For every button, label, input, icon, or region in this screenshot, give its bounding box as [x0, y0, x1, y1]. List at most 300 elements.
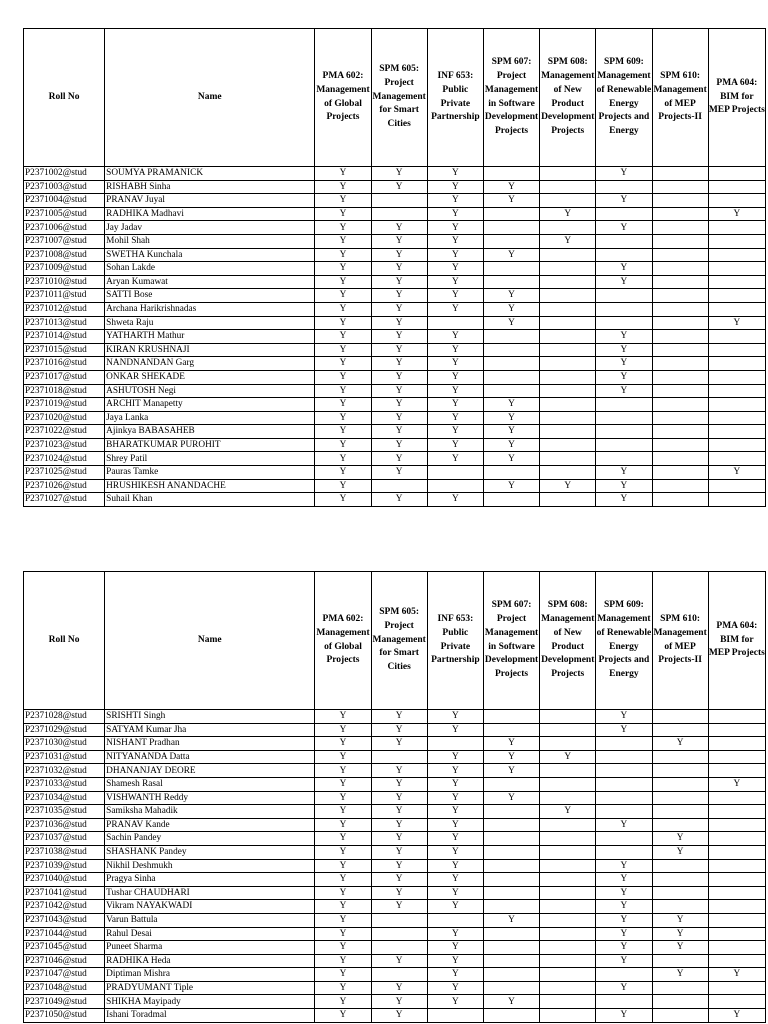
enrollment-cell-inf-653: Y — [427, 411, 483, 425]
enrollment-cell-spm-607 — [483, 941, 539, 955]
roll-no-cell: P2371018@stud — [24, 384, 105, 398]
name-cell: Shamesh Rasal — [105, 777, 315, 791]
enrollment-cell-spm-605 — [371, 927, 427, 941]
enrollment-cell-spm-605: Y — [371, 873, 427, 887]
enrollment-cell-spm-610 — [652, 900, 708, 914]
enrollment-cell-spm-605: Y — [371, 859, 427, 873]
enrollment-cell-spm-609: Y — [596, 466, 652, 480]
table-header — [24, 29, 766, 167]
enrollment-cell-spm-607 — [483, 927, 539, 941]
roll-no-cell: P2371017@stud — [24, 370, 105, 384]
enrollment-cell-spm-605: Y — [371, 981, 427, 995]
enrollment-cell-spm-610 — [652, 859, 708, 873]
table-row — [24, 167, 766, 181]
enrollment-cell-spm-609: Y — [596, 710, 652, 724]
enrollment-cell-pma-604 — [708, 234, 765, 248]
enrollment-cell-spm-605: Y — [371, 262, 427, 276]
enrollment-cell-pma-602: Y — [315, 180, 371, 194]
enrollment-cell-spm-605: Y — [371, 791, 427, 805]
table-row — [24, 845, 766, 859]
enrollment-cell-pma-602: Y — [315, 968, 371, 982]
enrollment-cell-spm-607: Y — [483, 289, 539, 303]
name-cell: Jaya Lanka — [105, 411, 315, 425]
roll-no-cell: P2371050@stud — [24, 1009, 105, 1023]
table-row — [24, 384, 766, 398]
enrollment-cell-spm-610 — [652, 384, 708, 398]
enrollment-cell-spm-607 — [483, 466, 539, 480]
enrollment-cell-inf-653: Y — [427, 384, 483, 398]
enrollment-cell-pma-602: Y — [315, 859, 371, 873]
enrollment-cell-pma-604 — [708, 845, 765, 859]
enrollment-cell-spm-607: Y — [483, 248, 539, 262]
enrollment-cell-inf-653: Y — [427, 493, 483, 507]
enrollment-cell-spm-609 — [596, 832, 652, 846]
roll-no-cell: P2371040@stud — [24, 873, 105, 887]
enrollment-cell-pma-602: Y — [315, 845, 371, 859]
enrollment-cell-spm-609: Y — [596, 818, 652, 832]
table-row — [24, 723, 766, 737]
enrollment-cell-spm-610 — [652, 466, 708, 480]
table-row — [24, 357, 766, 371]
enrollment-cell-spm-607 — [483, 262, 539, 276]
name-cell: SRISHTI Singh — [105, 710, 315, 724]
enrollment-cell-spm-607 — [483, 330, 539, 344]
enrollment-cell-spm-605: Y — [371, 723, 427, 737]
enrollment-cell-spm-610 — [652, 954, 708, 968]
enrollment-cell-inf-653: Y — [427, 370, 483, 384]
enrollment-cell-spm-607 — [483, 384, 539, 398]
name-cell: Varun Battula — [105, 913, 315, 927]
enrollment-cell-pma-602: Y — [315, 357, 371, 371]
name-cell: Diptiman Mishra — [105, 968, 315, 982]
enrollment-cell-spm-610 — [652, 438, 708, 452]
enrollment-cell-inf-653: Y — [427, 452, 483, 466]
enrollment-cell-pma-604 — [708, 248, 765, 262]
enrollment-cell-spm-608: Y — [540, 234, 596, 248]
enrollment-cell-pma-604 — [708, 384, 765, 398]
enrollment-cell-spm-610 — [652, 750, 708, 764]
table-row — [24, 438, 766, 452]
enrollment-cell-spm-605: Y — [371, 493, 427, 507]
enrollment-cell-spm-610 — [652, 207, 708, 221]
enrollment-cell-spm-610 — [652, 411, 708, 425]
enrollment-cell-pma-604: Y — [708, 207, 765, 221]
enrollment-cell-inf-653: Y — [427, 832, 483, 846]
table-row — [24, 941, 766, 955]
enrollment-cell-spm-607 — [483, 207, 539, 221]
enrollment-cell-spm-607: Y — [483, 737, 539, 751]
enrollment-cell-pma-604 — [708, 398, 765, 412]
table-row — [24, 710, 766, 724]
roll-no-cell: P2371031@stud — [24, 750, 105, 764]
enrollment-cell-spm-608 — [540, 981, 596, 995]
enrollment-cell-spm-609 — [596, 207, 652, 221]
enrollment-cell-spm-609: Y — [596, 859, 652, 873]
enrollment-cell-spm-607 — [483, 886, 539, 900]
name-cell: Ishani Toradmal — [105, 1009, 315, 1023]
roll-no-cell: P2371033@stud — [24, 777, 105, 791]
enrollment-cell-pma-602: Y — [315, 207, 371, 221]
table-row — [24, 995, 766, 1009]
roll-no-cell: P2371039@stud — [24, 859, 105, 873]
roll-no-cell: P2371049@stud — [24, 995, 105, 1009]
enrollment-cell-spm-608 — [540, 873, 596, 887]
roll-no-cell: P2371012@stud — [24, 302, 105, 316]
roll-no-cell: P2371007@stud — [24, 234, 105, 248]
enrollment-cell-spm-605: Y — [371, 275, 427, 289]
enrollment-cell-inf-653: Y — [427, 302, 483, 316]
name-cell: Pragya Sinha — [105, 873, 315, 887]
name-cell: Tushar CHAUDHARI — [105, 886, 315, 900]
enrollment-cell-spm-608 — [540, 764, 596, 778]
roll-no-cell: P2371022@stud — [24, 425, 105, 439]
enrollment-cell-spm-605: Y — [371, 167, 427, 181]
enrollment-cell-pma-604 — [708, 452, 765, 466]
enrollment-cell-inf-653: Y — [427, 248, 483, 262]
enrollment-cell-spm-607: Y — [483, 479, 539, 493]
enrollment-cell-pma-602: Y — [315, 927, 371, 941]
table-row — [24, 493, 766, 507]
roll-no-cell: P2371044@stud — [24, 927, 105, 941]
roll-no-cell: P2371028@stud — [24, 710, 105, 724]
name-cell: Shrey Patil — [105, 452, 315, 466]
column-header-spm-610: SPM 610: Management of MEP Projects-II — [652, 29, 708, 167]
enrollment-cell-spm-610: Y — [652, 737, 708, 751]
enrollment-cell-pma-602: Y — [315, 764, 371, 778]
enrollment-table-2 — [23, 571, 766, 1023]
enrollment-cell-spm-610 — [652, 275, 708, 289]
enrollment-cell-spm-605 — [371, 194, 427, 208]
enrollment-cell-pma-602: Y — [315, 737, 371, 751]
enrollment-cell-spm-605: Y — [371, 316, 427, 330]
name-cell: SHASHANK Pandey — [105, 845, 315, 859]
enrollment-cell-spm-608 — [540, 710, 596, 724]
enrollment-cell-pma-602: Y — [315, 954, 371, 968]
name-cell: NITYANANDA Datta — [105, 750, 315, 764]
enrollment-cell-inf-653: Y — [427, 845, 483, 859]
enrollment-cell-spm-605: Y — [371, 1009, 427, 1023]
enrollment-cell-spm-609: Y — [596, 900, 652, 914]
enrollment-cell-spm-610 — [652, 180, 708, 194]
enrollment-cell-inf-653: Y — [427, 234, 483, 248]
enrollment-cell-spm-607 — [483, 954, 539, 968]
enrollment-cell-spm-609: Y — [596, 1009, 652, 1023]
table-row — [24, 398, 766, 412]
enrollment-cell-spm-608 — [540, 859, 596, 873]
name-cell: SOUMYA PRAMANICK — [105, 167, 315, 181]
enrollment-cell-spm-608 — [540, 466, 596, 480]
enrollment-cell-spm-609 — [596, 398, 652, 412]
roll-no-cell: P2371029@stud — [24, 723, 105, 737]
enrollment-cell-spm-608: Y — [540, 750, 596, 764]
column-header-spm-605: SPM 605: Project Management for Smart Cities — [371, 29, 427, 167]
enrollment-cell-spm-610 — [652, 343, 708, 357]
enrollment-cell-spm-607 — [483, 234, 539, 248]
enrollment-cell-pma-602: Y — [315, 710, 371, 724]
table-row — [24, 302, 766, 316]
name-cell: Archana Harikrishnadas — [105, 302, 315, 316]
column-header-spm-609: SPM 609: Management of Renewable Energy Projects and Energy — [596, 29, 652, 167]
enrollment-cell-inf-653: Y — [427, 777, 483, 791]
enrollment-cell-pma-604 — [708, 411, 765, 425]
enrollment-cell-inf-653: Y — [427, 791, 483, 805]
enrollment-cell-pma-604 — [708, 438, 765, 452]
enrollment-table-1 — [23, 28, 766, 507]
enrollment-cell-spm-607: Y — [483, 750, 539, 764]
enrollment-cell-inf-653: Y — [427, 859, 483, 873]
roll-no-cell: P2371010@stud — [24, 275, 105, 289]
enrollment-cell-spm-610: Y — [652, 913, 708, 927]
name-cell: RISHABH Sinha — [105, 180, 315, 194]
enrollment-cell-pma-604 — [708, 791, 765, 805]
enrollment-cell-pma-602: Y — [315, 316, 371, 330]
enrollment-cell-inf-653: Y — [427, 805, 483, 819]
roll-no-cell: P2371026@stud — [24, 479, 105, 493]
enrollment-cell-spm-605: Y — [371, 330, 427, 344]
enrollment-cell-inf-653: Y — [427, 343, 483, 357]
enrollment-cell-spm-610: Y — [652, 941, 708, 955]
enrollment-cell-spm-607: Y — [483, 791, 539, 805]
enrollment-cell-spm-610 — [652, 248, 708, 262]
enrollment-cell-spm-607 — [483, 968, 539, 982]
enrollment-cell-spm-605: Y — [371, 221, 427, 235]
enrollment-cell-spm-610 — [652, 981, 708, 995]
enrollment-cell-spm-607 — [483, 873, 539, 887]
enrollment-cell-spm-605 — [371, 207, 427, 221]
enrollment-cell-inf-653: Y — [427, 927, 483, 941]
enrollment-cell-spm-610: Y — [652, 927, 708, 941]
enrollment-cell-pma-604 — [708, 750, 765, 764]
table-row — [24, 289, 766, 303]
name-cell: Vikram NAYAKWADI — [105, 900, 315, 914]
enrollment-cell-spm-609: Y — [596, 493, 652, 507]
enrollment-cell-spm-610 — [652, 723, 708, 737]
enrollment-cell-inf-653: Y — [427, 438, 483, 452]
enrollment-cell-spm-609: Y — [596, 981, 652, 995]
name-cell: Jay Jadav — [105, 221, 315, 235]
name-cell: Rahul Desai — [105, 927, 315, 941]
enrollment-cell-pma-604 — [708, 818, 765, 832]
enrollment-cell-spm-608 — [540, 316, 596, 330]
name-cell: Nikhil Deshmukh — [105, 859, 315, 873]
table-header — [24, 572, 766, 710]
roll-no-cell: P2371016@stud — [24, 357, 105, 371]
enrollment-cell-pma-602: Y — [315, 900, 371, 914]
enrollment-cell-spm-605 — [371, 750, 427, 764]
column-header-pma-602: PMA 602: Management of Global Projects — [315, 29, 371, 167]
enrollment-cell-inf-653: Y — [427, 886, 483, 900]
enrollment-cell-spm-605 — [371, 479, 427, 493]
enrollment-cell-spm-609: Y — [596, 723, 652, 737]
enrollment-cell-spm-609 — [596, 302, 652, 316]
enrollment-cell-spm-608 — [540, 493, 596, 507]
enrollment-cell-pma-602: Y — [315, 194, 371, 208]
enrollment-cell-spm-605: Y — [371, 370, 427, 384]
enrollment-cell-spm-608 — [540, 845, 596, 859]
enrollment-cell-pma-602: Y — [315, 438, 371, 452]
enrollment-cell-spm-607: Y — [483, 425, 539, 439]
name-cell: Suhail Khan — [105, 493, 315, 507]
table-row — [24, 425, 766, 439]
enrollment-cell-spm-608 — [540, 995, 596, 1009]
enrollment-cell-spm-610 — [652, 370, 708, 384]
enrollment-cell-spm-610 — [652, 425, 708, 439]
enrollment-cell-spm-605: Y — [371, 737, 427, 751]
table-row — [24, 873, 766, 887]
roll-no-cell: P2371019@stud — [24, 398, 105, 412]
roll-no-cell: P2371037@stud — [24, 832, 105, 846]
enrollment-cell-inf-653: Y — [427, 330, 483, 344]
column-header-name: Name — [105, 572, 315, 710]
enrollment-cell-inf-653 — [427, 466, 483, 480]
enrollment-cell-spm-607: Y — [483, 913, 539, 927]
enrollment-cell-spm-605: Y — [371, 398, 427, 412]
name-cell: Pauras Tamke — [105, 466, 315, 480]
enrollment-cell-pma-604 — [708, 900, 765, 914]
enrollment-cell-spm-609: Y — [596, 479, 652, 493]
enrollment-cell-spm-608 — [540, 180, 596, 194]
enrollment-cell-spm-608 — [540, 818, 596, 832]
table-body — [24, 167, 766, 507]
roll-no-cell: P2371004@stud — [24, 194, 105, 208]
enrollment-cell-spm-607 — [483, 859, 539, 873]
table-row — [24, 927, 766, 941]
enrollment-cell-pma-604 — [708, 275, 765, 289]
name-cell: PRADYUMANT Tiple — [105, 981, 315, 995]
table-row — [24, 764, 766, 778]
enrollment-cell-spm-607 — [483, 723, 539, 737]
enrollment-cell-inf-653: Y — [427, 194, 483, 208]
enrollment-cell-spm-609: Y — [596, 167, 652, 181]
enrollment-cell-spm-605: Y — [371, 357, 427, 371]
enrollment-cell-spm-609: Y — [596, 941, 652, 955]
roll-no-cell: P2371045@stud — [24, 941, 105, 955]
enrollment-cell-pma-602: Y — [315, 398, 371, 412]
enrollment-cell-spm-608 — [540, 791, 596, 805]
enrollment-cell-spm-605: Y — [371, 710, 427, 724]
enrollment-cell-spm-610 — [652, 493, 708, 507]
enrollment-cell-pma-604: Y — [708, 1009, 765, 1023]
enrollment-cell-pma-602: Y — [315, 452, 371, 466]
table-row — [24, 466, 766, 480]
name-cell: Sachin Pandey — [105, 832, 315, 846]
enrollment-cell-spm-609: Y — [596, 275, 652, 289]
enrollment-cell-spm-608 — [540, 737, 596, 751]
table-row — [24, 750, 766, 764]
enrollment-cell-pma-602: Y — [315, 262, 371, 276]
roll-no-cell: P2371025@stud — [24, 466, 105, 480]
table-row — [24, 248, 766, 262]
enrollment-cell-spm-605: Y — [371, 886, 427, 900]
enrollment-cell-spm-605: Y — [371, 384, 427, 398]
enrollment-cell-spm-610 — [652, 452, 708, 466]
enrollment-cell-pma-604 — [708, 913, 765, 927]
enrollment-cell-pma-602: Y — [315, 913, 371, 927]
enrollment-cell-pma-604 — [708, 479, 765, 493]
enrollment-cell-pma-602: Y — [315, 886, 371, 900]
table-row — [24, 411, 766, 425]
roll-no-cell: P2371002@stud — [24, 167, 105, 181]
table-row — [24, 262, 766, 276]
enrollment-cell-spm-609: Y — [596, 873, 652, 887]
enrollment-cell-spm-608 — [540, 357, 596, 371]
enrollment-cell-spm-607 — [483, 370, 539, 384]
enrollment-cell-spm-607: Y — [483, 302, 539, 316]
enrollment-cell-pma-604 — [708, 805, 765, 819]
name-cell: NISHANT Pradhan — [105, 737, 315, 751]
enrollment-cell-pma-604 — [708, 723, 765, 737]
enrollment-cell-pma-602: Y — [315, 479, 371, 493]
enrollment-cell-spm-608 — [540, 384, 596, 398]
enrollment-cell-spm-605: Y — [371, 425, 427, 439]
table-row — [24, 194, 766, 208]
name-cell: SATYAM Kumar Jha — [105, 723, 315, 737]
table-row — [24, 737, 766, 751]
enrollment-cell-inf-653: Y — [427, 289, 483, 303]
name-cell: Sohan Lakde — [105, 262, 315, 276]
enrollment-cell-spm-608 — [540, 913, 596, 927]
enrollment-cell-spm-605: Y — [371, 438, 427, 452]
enrollment-cell-spm-609 — [596, 438, 652, 452]
enrollment-cell-spm-607 — [483, 818, 539, 832]
enrollment-cell-spm-605: Y — [371, 832, 427, 846]
name-cell: Shweta Raju — [105, 316, 315, 330]
enrollment-cell-spm-609 — [596, 180, 652, 194]
name-cell: Aryan Kumawat — [105, 275, 315, 289]
enrollment-cell-spm-608 — [540, 343, 596, 357]
enrollment-cell-pma-604 — [708, 302, 765, 316]
enrollment-cell-pma-604 — [708, 859, 765, 873]
enrollment-cell-spm-607 — [483, 275, 539, 289]
enrollment-cell-spm-610: Y — [652, 968, 708, 982]
enrollment-cell-spm-608 — [540, 832, 596, 846]
roll-no-cell: P2371013@stud — [24, 316, 105, 330]
enrollment-cell-spm-609: Y — [596, 913, 652, 927]
enrollment-cell-pma-604 — [708, 370, 765, 384]
roll-no-cell: P2371046@stud — [24, 954, 105, 968]
enrollment-cell-spm-607 — [483, 710, 539, 724]
table-body — [24, 710, 766, 1023]
enrollment-cell-spm-608 — [540, 248, 596, 262]
enrollment-cell-pma-602: Y — [315, 384, 371, 398]
enrollment-cell-spm-607 — [483, 221, 539, 235]
enrollment-cell-spm-607 — [483, 981, 539, 995]
enrollment-cell-inf-653 — [427, 479, 483, 493]
enrollment-cell-spm-608: Y — [540, 805, 596, 819]
table-row — [24, 886, 766, 900]
table-row — [24, 791, 766, 805]
enrollment-cell-inf-653: Y — [427, 750, 483, 764]
enrollment-cell-pma-604: Y — [708, 777, 765, 791]
enrollment-cell-spm-610 — [652, 479, 708, 493]
enrollment-cell-pma-602: Y — [315, 777, 371, 791]
enrollment-cell-spm-607: Y — [483, 452, 539, 466]
enrollment-cell-spm-607 — [483, 805, 539, 819]
enrollment-cell-spm-608 — [540, 194, 596, 208]
enrollment-cell-spm-607: Y — [483, 438, 539, 452]
table-row — [24, 968, 766, 982]
enrollment-cell-spm-607: Y — [483, 180, 539, 194]
table-row — [24, 207, 766, 221]
enrollment-cell-spm-609: Y — [596, 370, 652, 384]
enrollment-cell-pma-604 — [708, 873, 765, 887]
enrollment-cell-pma-604 — [708, 330, 765, 344]
enrollment-cell-spm-608 — [540, 398, 596, 412]
enrollment-cell-spm-605: Y — [371, 452, 427, 466]
roll-no-cell: P2371027@stud — [24, 493, 105, 507]
enrollment-cell-inf-653 — [427, 737, 483, 751]
enrollment-cell-spm-609 — [596, 845, 652, 859]
